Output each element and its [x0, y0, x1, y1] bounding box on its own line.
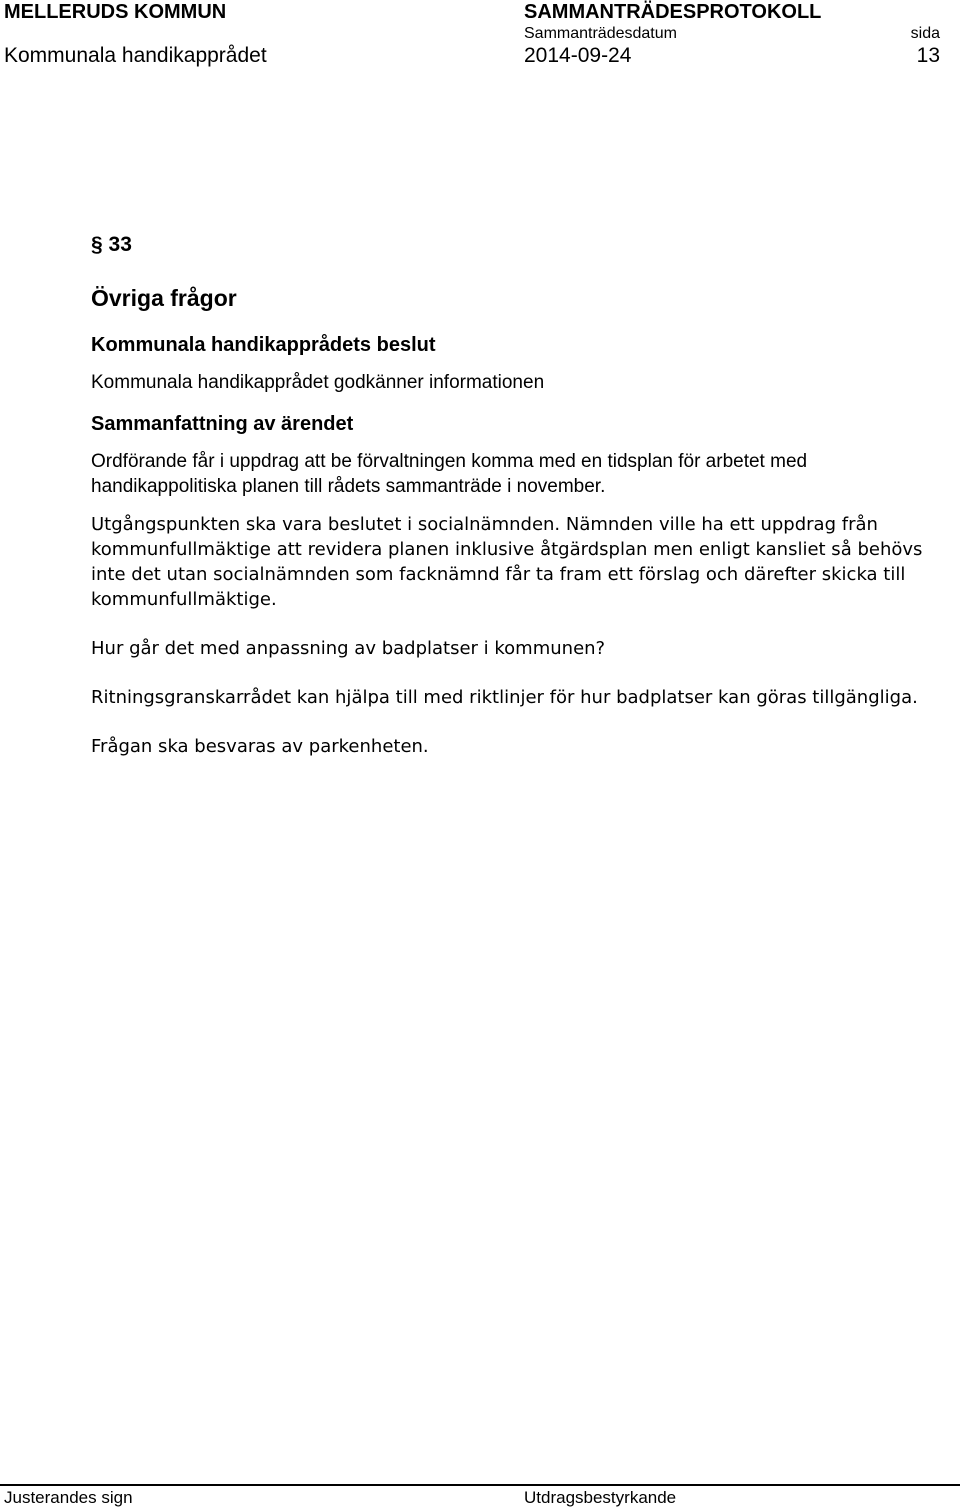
- page-label: sida: [910, 25, 940, 42]
- summary-paragraph: Frågan ska besvaras av parkenheten.: [91, 736, 429, 757]
- decision-heading: Kommunala handikapprådets beslut: [91, 334, 436, 356]
- page-number: 13: [916, 44, 940, 67]
- meeting-date-label: Sammanträdesdatum: [524, 25, 677, 42]
- summary-paragraph: Ritningsgranskarrådet kan hjälpa till med riktlinjer för hur badplatser kan göras tillgängliga.: [91, 687, 918, 708]
- section-content: [91, 232, 941, 759]
- document-type: SAMMANTRÄDESPROTOKOLL: [524, 1, 822, 23]
- signature-label: Justerandes sign: [4, 1488, 133, 1507]
- section-number: § 33: [91, 233, 132, 256]
- certification-label: Utdragsbestyrkande: [524, 1488, 677, 1507]
- department-name: Kommunala handikapprådet: [4, 44, 267, 67]
- section-title: Övriga frågor: [91, 285, 237, 311]
- meeting-date: 2014-09-24: [524, 44, 632, 67]
- summary-paragraph: Ordförande får i uppdrag att be förvaltningen komma med en tidsplan för arbetet med handikappolitiska planen till rådets sammanträde i november.: [91, 451, 808, 497]
- summary-heading: Sammanfattning av ärendet: [91, 413, 354, 435]
- summary-paragraph: Hur går det med anpassning av badplatser i kommunen?: [91, 638, 606, 659]
- summary-paragraph: Utgångspunkten ska vara beslutet i socialnämnden. Nämnden ville ha ett uppdrag från kommunfullmäktige att revidera planen inklusive åtgärdsplan men enligt kansliet så behövs inte det utan socialnämnden som facknämnd får ta fram ett förslag och därefter skicka till kommunfullmäktige.: [91, 514, 923, 610]
- organization-name: MELLERUDS KOMMUN: [4, 1, 227, 23]
- footer-divider: [0, 1484, 960, 1486]
- decision-text: Kommunala handikapprådet godkänner informationen: [91, 372, 545, 393]
